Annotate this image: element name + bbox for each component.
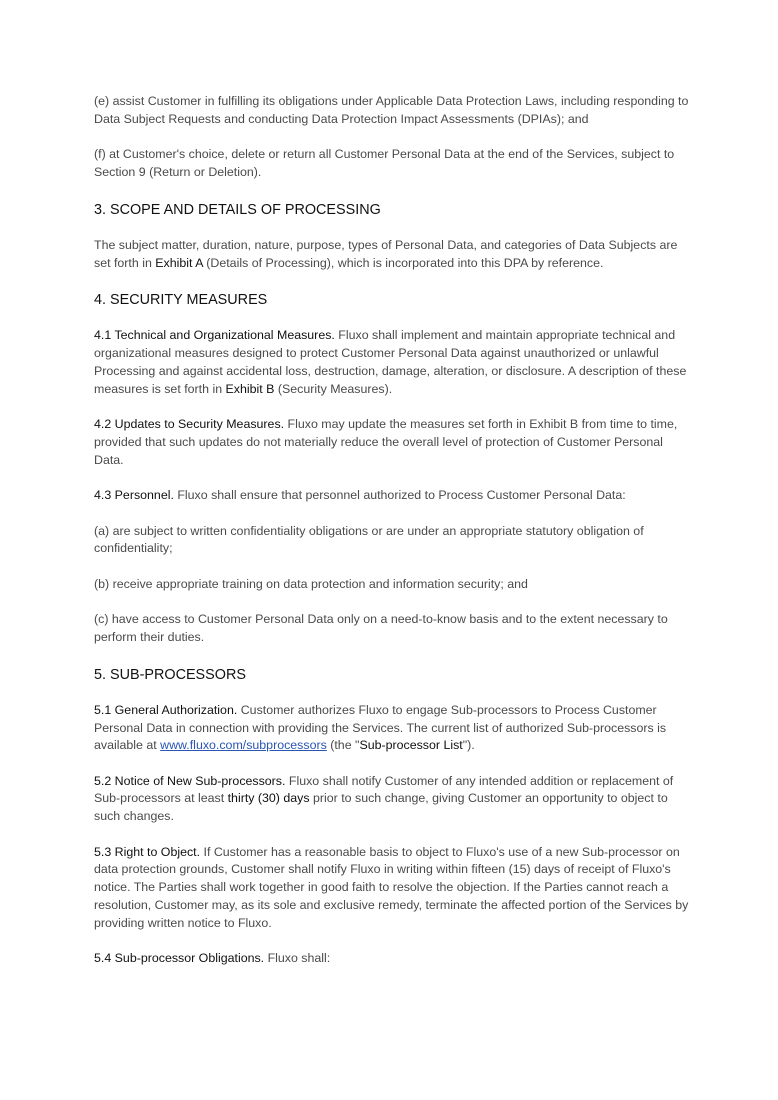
section-5-2-title: 5.2 Notice of New Sub-processors.: [94, 773, 286, 788]
section-5-2-paragraph: [94, 773, 694, 826]
section-5-1-paragraph: [94, 702, 694, 755]
section-5-4-text: Fluxo shall:: [264, 951, 331, 966]
list-item-b: (b) receive appropriate training on data protection and information security; and: [94, 576, 528, 591]
section-5-1-text-end: ").: [462, 738, 475, 753]
section-4-3-text: Fluxo shall ensure that personnel authorized to Process Customer Personal Data:: [173, 488, 626, 503]
section-5-4-paragraph: [94, 950, 694, 968]
section-5-3-title: 5.3 Right to Object.: [94, 844, 201, 859]
section-4-1-paragraph: [94, 327, 694, 398]
section-5-3-paragraph: [94, 844, 694, 933]
paragraph-e: (e) assist Customer in fulfilling its obligations under Applicable Data Protection Laws, including responding to Data Subject Requests and conducting Data Protection Impact Assessments (DPIAs); and: [94, 94, 689, 126]
section-3-paragraph: [94, 237, 694, 273]
section-4-1-title: 4.1 Technical and Organizational Measures.: [94, 328, 335, 343]
section-3-text: The subject matter, duration, nature, purpose, types of Personal Data, and categories of Data Subjects are set forth in: [94, 237, 678, 270]
exhibit-b-reference: Exhibit B: [225, 381, 275, 396]
section-5-4-title: 5.4 Sub-processor Obligations.: [94, 951, 265, 966]
section-5-2-text-end: prior to such change, giving Customer an opportunity to object to such changes.: [94, 791, 668, 824]
section-5-3-text: If Customer has a reasonable basis to object to Fluxo's use of a new Sub-processor on data protection grounds, Customer shall notify Fluxo in writing within fifteen (15) days of receipt of Fluxo's notice. The Parties shall work together in good faith to resolve the objection. If the Parties cannot reach a resolution, Customer may, as its sole and exclusive remedy, terminate the affected portion of the Services by providing written notice to Fluxo.: [94, 844, 689, 930]
notice-period-term: thirty (30) days: [227, 791, 310, 806]
section-4-heading: 4. SECURITY MEASURES: [94, 292, 268, 309]
exhibit-a-reference: Exhibit A: [155, 255, 203, 270]
section-5-1-text-mid: (the ": [326, 738, 360, 753]
paragraph-f: (f) at Customer's choice, delete or return all Customer Personal Data at the end of the Services, subject to Section 9 (Return or Deletion).: [94, 147, 675, 179]
list-item-c: (c) have access to Customer Personal Data only on a need-to-know basis and to the extent necessary to perform their duties.: [94, 612, 668, 644]
sub-processor-list-term: Sub-processor List: [359, 738, 463, 753]
section-5-heading: 5. SUB-PROCESSORS: [94, 666, 246, 683]
section-4-3-paragraph: [94, 487, 694, 505]
section-4-2-paragraph: [94, 416, 694, 469]
section-4-2-title: 4.2 Updates to Security Measures.: [94, 417, 285, 432]
section-4-2-text: Fluxo may update the measures set forth in Exhibit B from time to time, provided that such updates do not materially reduce the overall level of protection of Customer Personal Data.: [94, 417, 678, 467]
section-5-1-text: Customer authorizes Fluxo to engage Sub-processors to Process Customer Personal Data in connection with providing the Services. The current list of authorized Sub-processors is available at: [94, 702, 667, 753]
subprocessors-link[interactable]: www.fluxo.com/subprocessors: [160, 738, 327, 753]
list-item-a: (a) are subject to written confidentiality obligations or are under an appropriate statutory obligation of confidentiality;: [94, 523, 644, 556]
section-4-1-text-end: (Security Measures).: [274, 381, 393, 396]
document-page: [94, 93, 694, 986]
section-3-text-end: (Details of Processing), which is incorporated into this DPA by reference.: [202, 255, 604, 270]
section-3-heading: 3. SCOPE AND DETAILS OF PROCESSING: [94, 201, 381, 218]
section-5-1-title: 5.1 General Authorization.: [94, 702, 238, 717]
section-4-3-title: 4.3 Personnel.: [94, 488, 174, 503]
section-4-1-text: Fluxo shall implement and maintain appropriate technical and organizational measures designed to protect Customer Personal Data against unauthorized or unlawful Processing and against accidental loss, destruction, damage, alteration, or disclosure. A description of these measures is set forth in: [94, 328, 687, 396]
section-5-2-text: Fluxo shall notify Customer of any intended addition or replacement of Sub-processors at least: [94, 773, 674, 806]
